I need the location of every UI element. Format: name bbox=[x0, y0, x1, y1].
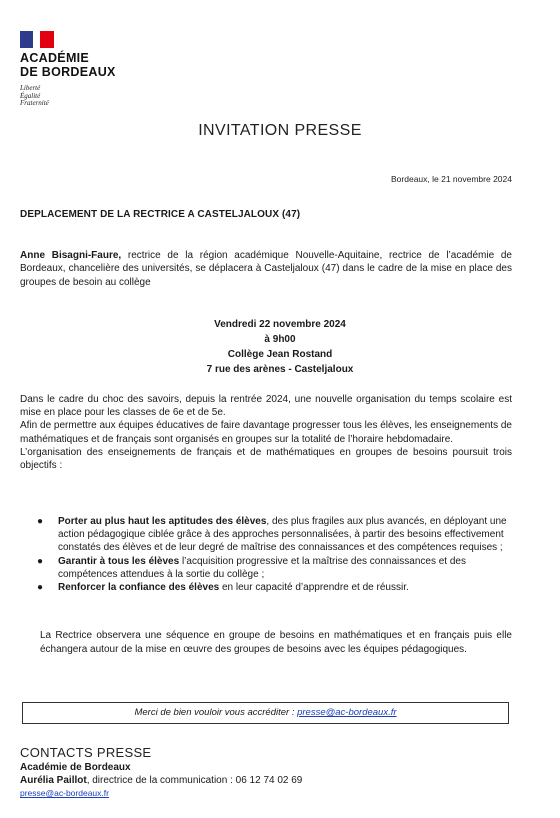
document-date: Bordeaux, le 21 novembre 2024 bbox=[391, 174, 512, 184]
objective-text: l’acquisition progressive et la maîtrise des connaissances et des compétences attendues à la sortie du collège ; bbox=[58, 555, 466, 580]
body-paragraph: L’organisation des enseignements de français et de mathématiques en groupes de besoins poursuit trois objectifs : bbox=[20, 446, 512, 472]
bullet-icon: ● bbox=[37, 555, 44, 567]
contacts-org bbox=[20, 761, 302, 774]
event-date: Vendredi 22 novembre 2024 bbox=[214, 319, 346, 330]
bullet-icon: ● bbox=[37, 582, 44, 594]
body-paragraph: Dans le cadre du choc des savoirs, depuis la rentrée 2024, une nouvelle organisation du temps scolaire est mise en place pour les classes de 6e et de 5e. bbox=[20, 394, 512, 419]
intro-text: rectrice de la région académique Nouvelle-Aquitaine, rectrice de l’académie de Bordeaux, chancelière des universités, se déplacera à Casteljaloux (47) dans le cadre de la mise en place des groupes de besoin au collège bbox=[20, 250, 512, 288]
event-details bbox=[0, 317, 560, 377]
objective-highlight: Renforcer la confiance des élèves bbox=[58, 582, 220, 594]
list-item bbox=[22, 581, 512, 594]
event-address: 7 rue des arènes - Casteljaloux bbox=[206, 364, 354, 375]
closing-paragraph: La Rectrice observera une séquence en groupe de besoins en mathématiques et en français puis elle échangera autour de la mise en œuvre des groupes de besoins avec les équipes pédagogiques. bbox=[40, 630, 512, 655]
objectives-list bbox=[22, 515, 512, 594]
event-place: Collège Jean Rostand bbox=[227, 349, 333, 360]
bullet-icon: ● bbox=[37, 516, 44, 527]
press-contacts bbox=[20, 745, 302, 801]
motto-line: Égalité bbox=[20, 91, 41, 100]
subject-heading: DEPLACEMENT DE LA RECTRICE A CASTELJALOUX (47) bbox=[20, 209, 301, 220]
accreditation-text: Merci de bien vouloir vous accréditer : bbox=[134, 707, 298, 718]
body-paragraph: Afin de permettre aux équipes éducatives de faire davantage progresser tous les élèves, les enseignements de mathématiques et de français sont organisés en groupes sur la totalité de l’horaire hebdomadaire. bbox=[20, 420, 512, 445]
contacts-title: CONTACTS PRESSE bbox=[20, 745, 152, 760]
org-name-line1: ACADÉMIE bbox=[20, 51, 90, 65]
contacts-org-name: Académie de Bordeaux bbox=[20, 762, 131, 773]
intro-paragraph bbox=[20, 249, 512, 289]
intro-name: Anne Bisagni-Faure, bbox=[20, 250, 122, 261]
accreditation-email-link[interactable]: presse@ac-bordeaux.fr bbox=[297, 707, 397, 718]
academy-logo bbox=[20, 31, 140, 108]
republic-motto bbox=[20, 85, 140, 108]
document-title: INVITATION PRESSE bbox=[198, 122, 362, 139]
motto-line: Liberté bbox=[20, 84, 41, 92]
event-time: à 9h00 bbox=[264, 334, 296, 345]
org-name-line2: DE BORDEAUX bbox=[20, 64, 116, 79]
objective-highlight: Porter au plus haut les aptitudes des élèves bbox=[58, 516, 267, 527]
list-item bbox=[22, 515, 512, 555]
contacts-person-name: Aurélia Paillot bbox=[20, 775, 87, 787]
objective-text: en leur capacité d’apprendre et de réussir. bbox=[219, 582, 409, 594]
objective-highlight: Garantir à tous les élèves bbox=[58, 555, 180, 567]
marianne-flag-icon bbox=[20, 31, 54, 48]
motto-line: Fraternité bbox=[20, 99, 49, 108]
body-text bbox=[20, 393, 512, 472]
contacts-person-role: , directrice de la communication : 06 12 74 02 69 bbox=[86, 775, 303, 787]
contacts-email-link[interactable]: presse@ac-bordeaux.fr bbox=[20, 788, 109, 799]
accreditation-box bbox=[22, 702, 509, 724]
contacts-person bbox=[20, 774, 302, 787]
objective-text: , des plus fragiles aux plus avancés, en déployant une action pédagogique ciblée grâce à des approches personnalisées, à partir des besoins effectivement constatés des élèves et de leur degré de maîtrise des connaissances et des compétences requises ; bbox=[58, 516, 507, 554]
contacts-email bbox=[20, 787, 302, 800]
list-item bbox=[22, 555, 512, 581]
